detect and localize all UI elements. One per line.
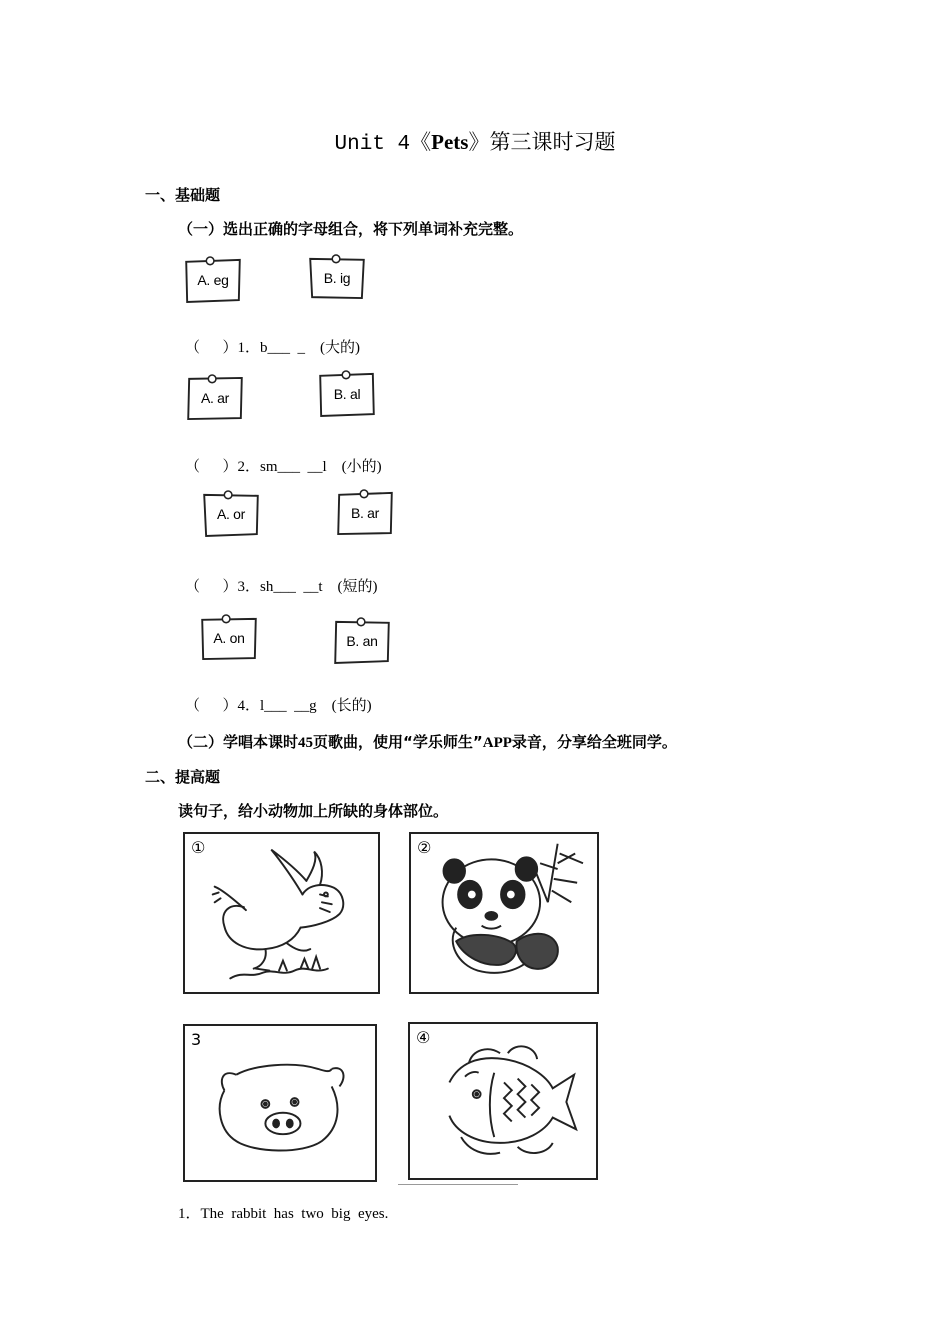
title-suffix: 》第三课时习题 [468, 130, 616, 154]
option-tag [336, 491, 394, 535]
panda-drawing [411, 834, 597, 992]
section1-heading: 一、基础题 [145, 186, 221, 204]
option-tag [202, 492, 260, 536]
part1-instruction: （一）选出正确的字母组合，将下列单词补充完整。 [178, 220, 524, 238]
panel-number: 3 [191, 1030, 202, 1049]
option-tag [184, 258, 242, 302]
panel-number: ① [191, 838, 206, 857]
divider [398, 1184, 518, 1185]
panel-fish [408, 1022, 598, 1180]
rabbit-drawing [185, 834, 378, 992]
question-4: （ ）4．l___ __g (长的) [185, 698, 372, 714]
section2-instruction: 读句子，给小动物加上所缺的身体部位。 [178, 802, 449, 820]
option-tag [200, 616, 258, 660]
option-tag [186, 376, 244, 420]
option-label: B. al [333, 386, 361, 402]
option-label: A. on [213, 630, 245, 646]
part2-text: 录音，分享给全班同学。 [511, 733, 677, 751]
sentence-1: 1．The rabbit has two big eyes. [178, 1206, 389, 1222]
option-label: B. ig [323, 270, 351, 286]
panel-number: ④ [416, 1028, 431, 1047]
panel-pig [183, 1024, 377, 1182]
panel-rabbit [183, 832, 380, 994]
option-label: A. eg [197, 272, 229, 288]
part2-page-number: 45 [298, 735, 314, 751]
option-label: B. ar [350, 505, 380, 521]
title-prefix: Unit 4《 [334, 133, 432, 156]
question-3: （ ）3．sh___ __t (短的) [185, 579, 378, 595]
option-tag [308, 256, 366, 300]
part2-instruction [178, 731, 677, 752]
part2-text: （二）学唱本课时 [178, 733, 299, 751]
part2-text: 页歌曲，使用“学乐师生” [313, 733, 483, 751]
panel-panda [409, 832, 599, 994]
title-name: Pets [431, 130, 469, 154]
option-label: A. ar [200, 390, 230, 406]
option-tag [333, 619, 391, 663]
pig-drawing [185, 1026, 375, 1180]
option-tag [318, 372, 376, 416]
page-title [0, 126, 950, 156]
question-1: （ ）1．b___ _ (大的) [185, 340, 360, 356]
option-label: B. an [346, 633, 378, 649]
panel-number: ② [417, 838, 432, 857]
fish-drawing [410, 1024, 596, 1178]
section2-heading: 二、提高题 [145, 768, 221, 786]
option-label: A. or [216, 506, 246, 522]
question-2: （ ）2．sm___ __l (小的) [185, 459, 382, 475]
part2-app: APP [482, 735, 512, 751]
